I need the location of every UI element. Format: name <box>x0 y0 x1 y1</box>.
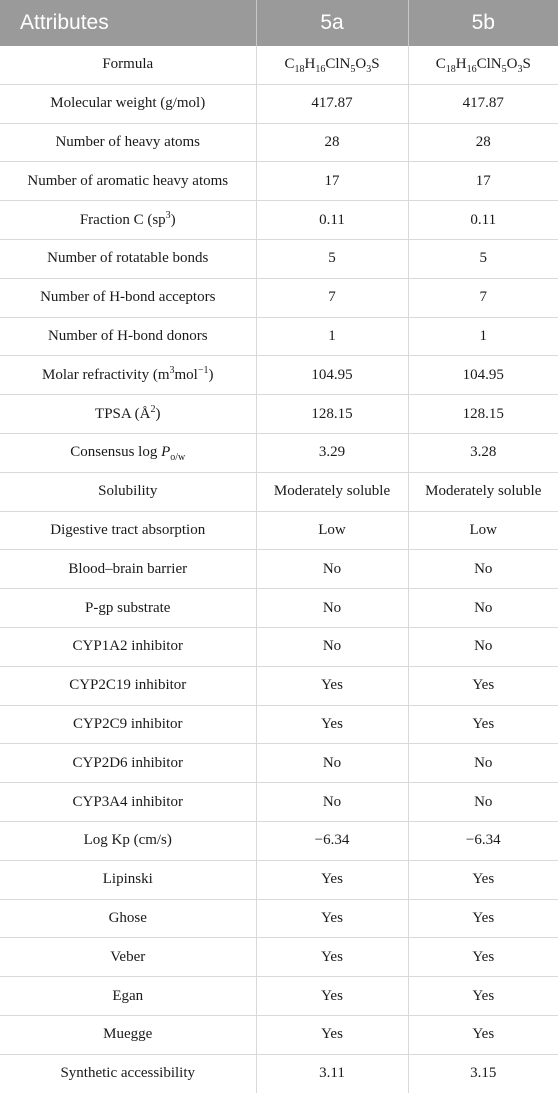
table-row <box>0 395 558 434</box>
value-5b-cell: 1 <box>408 317 558 356</box>
value-5b-cell: 5 <box>408 239 558 278</box>
table-row <box>0 627 558 666</box>
value-5b-cell: No <box>408 783 558 822</box>
value-5a-cell: −6.34 <box>256 821 408 860</box>
value-5a-cell: Yes <box>256 938 408 977</box>
value-5b-cell: Yes <box>408 938 558 977</box>
value-5b-cell: No <box>408 589 558 628</box>
value-5b-cell: 104.95 <box>408 356 558 395</box>
value-5b-cell: Yes <box>408 666 558 705</box>
header-row <box>0 0 558 46</box>
attribute-cell: Egan <box>0 977 256 1016</box>
table-row <box>0 123 558 162</box>
value-5b-cell: Yes <box>408 899 558 938</box>
value-5a-cell: Moderately soluble <box>256 472 408 511</box>
attribute-cell: Log Kp (cm/s) <box>0 821 256 860</box>
table-row <box>0 1015 558 1054</box>
value-5a-cell: Yes <box>256 860 408 899</box>
value-5a-cell: Yes <box>256 899 408 938</box>
value-5b-cell: 128.15 <box>408 395 558 434</box>
table-row <box>0 317 558 356</box>
value-5a-cell: Yes <box>256 705 408 744</box>
attribute-cell: Digestive tract absorption <box>0 511 256 550</box>
table-row <box>0 899 558 938</box>
table-row <box>0 84 558 123</box>
value-5a-cell: 128.15 <box>256 395 408 434</box>
attribute-cell: Muegge <box>0 1015 256 1054</box>
attribute-cell: Molar refractivity $(m^3mol^{-1})$ <box>0 356 256 395</box>
table-row <box>0 472 558 511</box>
table-row <box>0 550 558 589</box>
value-5a-cell: No <box>256 589 408 628</box>
value-5b-cell: $C_{18}H_{16}ClN_5O_3S$ <box>408 46 558 84</box>
table-row <box>0 938 558 977</box>
value-5b-cell: Low <box>408 511 558 550</box>
attribute-cell: CYP3A4 inhibitor <box>0 783 256 822</box>
value-5a-cell: Yes <box>256 977 408 1016</box>
value-5b-cell: −6.34 <box>408 821 558 860</box>
attribute-cell: Number of H-bond acceptors <box>0 278 256 317</box>
table-row <box>0 860 558 899</box>
attribute-cell: Number of heavy atoms <box>0 123 256 162</box>
value-5a-cell: No <box>256 627 408 666</box>
table-row <box>0 162 558 201</box>
value-5b-cell: 28 <box>408 123 558 162</box>
value-5b-cell: Yes <box>408 705 558 744</box>
value-5b-cell: 3.15 <box>470 1065 497 1082</box>
value-5b-cell: 0.11 <box>408 201 558 240</box>
value-5b-cell: 17 <box>408 162 558 201</box>
attribute-cell: Solubility <box>0 472 256 511</box>
attribute-cell: Molecular weight (g/mol) <box>0 84 256 123</box>
table-row <box>0 977 558 1016</box>
value-5b-cell: 417.87 <box>408 84 558 123</box>
attribute-cell: CYP2C9 inhibitor <box>0 705 256 744</box>
value-5a-cell: 417.87 <box>256 84 408 123</box>
table-row <box>0 666 558 705</box>
table-row <box>0 433 558 472</box>
table-row <box>0 821 558 860</box>
value-5a-cell: Yes <box>256 1015 408 1054</box>
value-5a-cell: 0.11 <box>256 201 408 240</box>
table-row <box>0 46 558 84</box>
table-row <box>0 705 558 744</box>
value-5a-cell: 3.29 <box>256 433 408 472</box>
value-5a-cell: 7 <box>256 278 408 317</box>
value-5a-cell: No <box>256 783 408 822</box>
value-5a-cell: 3.11 <box>256 1054 408 1092</box>
header-5b: 5b <box>408 0 558 46</box>
attribute-cell: Fraction C $(sp^3)$ <box>0 201 256 240</box>
table-row <box>0 511 558 550</box>
value-5b-cell: Yes <box>408 1015 558 1054</box>
table-row <box>0 356 558 395</box>
attribute-cell: CYP1A2 inhibitor <box>0 627 256 666</box>
value-5a-cell: 17 <box>256 162 408 201</box>
table-row <box>0 1054 558 1092</box>
value-5b-cell: 3.28 <box>408 433 558 472</box>
value-5a-cell: No <box>256 550 408 589</box>
attribute-cell: Ghose <box>0 899 256 938</box>
value-5b-cell: Yes <box>408 860 558 899</box>
value-5a-cell: No <box>256 744 408 783</box>
table-row <box>0 201 558 240</box>
table-row <box>0 783 558 822</box>
value-5a-cell: $C_{18}H_{16}ClN_5O_3S$ <box>256 46 408 84</box>
value-5b-cell: No <box>408 744 558 783</box>
attribute-cell: P-gp substrate <box>0 589 256 628</box>
attribute-cell: Blood–brain barrier <box>0 550 256 589</box>
attribute-cell: Synthetic accessibility <box>0 1054 256 1092</box>
header-5a: 5a <box>256 0 408 46</box>
value-5b-cell: Yes <box>408 977 558 1016</box>
value-5a-cell: 28 <box>256 123 408 162</box>
table-row <box>0 239 558 278</box>
attribute-cell: TPSA $(Å^2)$ <box>0 395 256 434</box>
value-5a-cell: Low <box>256 511 408 550</box>
attribute-cell: CYP2C19 inhibitor <box>0 666 256 705</box>
header-attributes: Attributes <box>0 0 256 46</box>
attribute-cell: Lipinski <box>0 860 256 899</box>
attribute-cell: Veber <box>0 938 256 977</box>
table-row <box>0 278 558 317</box>
table-row <box>0 589 558 628</box>
value-5a-cell: 5 <box>256 239 408 278</box>
attribute-cell: Number of H-bond donors <box>0 317 256 356</box>
attribute-cell: Consensus $\log P_{o/w}$ <box>0 433 256 472</box>
table-row <box>0 744 558 783</box>
value-5b-cell: 7 <box>408 278 558 317</box>
attribute-cell: Number of aromatic heavy atoms <box>0 162 256 201</box>
value-5b-cell: Moderately soluble <box>408 472 558 511</box>
value-5b-cell: No <box>408 627 558 666</box>
attribute-cell: CYP2D6 inhibitor <box>0 744 256 783</box>
value-5a-cell: Yes <box>256 666 408 705</box>
value-5a-cell: 1 <box>256 317 408 356</box>
value-5a-cell: 104.95 <box>256 356 408 395</box>
table-body <box>0 46 558 1093</box>
attribute-cell: Formula <box>0 46 256 84</box>
value-5b-cell: No <box>408 550 558 589</box>
attribute-cell: Number of rotatable bonds <box>0 239 256 278</box>
